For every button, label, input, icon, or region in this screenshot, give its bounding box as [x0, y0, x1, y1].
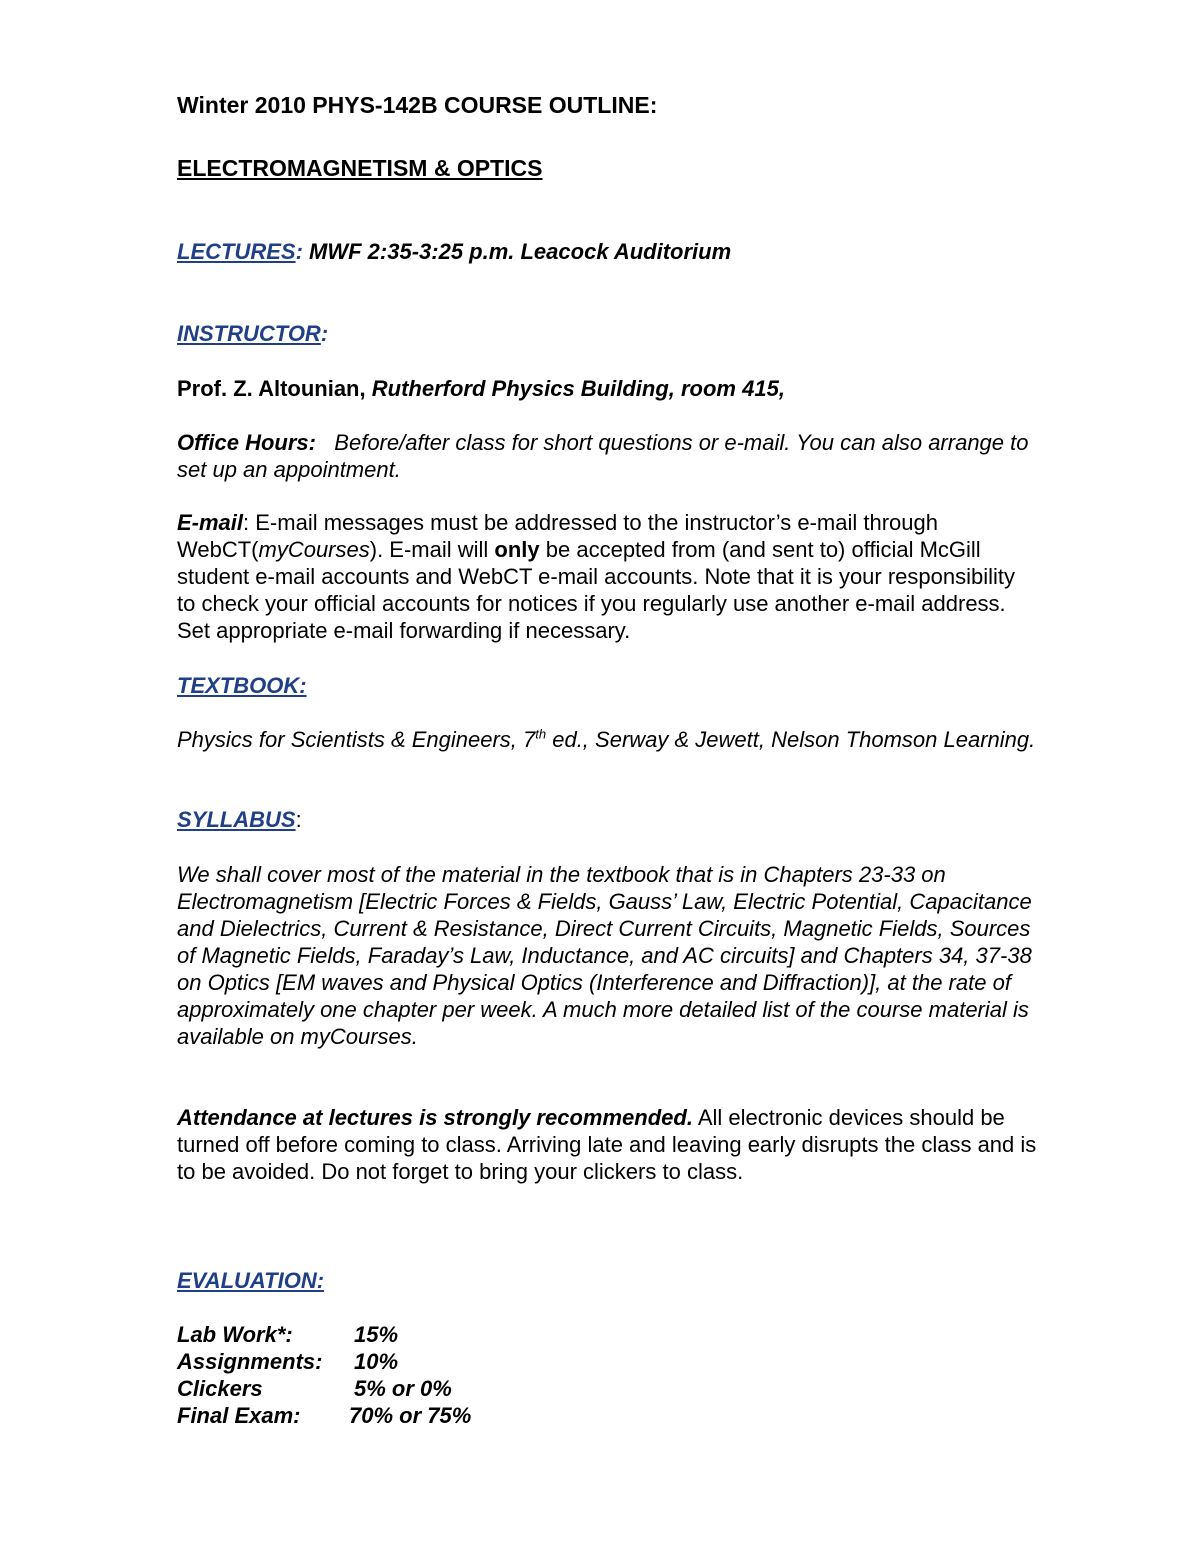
- evaluation-heading-block: [177, 1267, 1037, 1294]
- evaluation-item: Lab Work*:: [177, 1322, 293, 1347]
- instructor-location: Rutherford Physics Building, room 415,: [371, 376, 785, 401]
- syllabus-colon: :: [295, 807, 302, 832]
- evaluation-item: Assignments:: [177, 1349, 323, 1374]
- lectures-section: [177, 238, 1037, 265]
- attendance-text: All electronic devices should be turned off before coming to class. Arriving late and leaving early disrupts the class and is to be avoided. Do not forget to bring your clickers to class.: [177, 1105, 1037, 1184]
- textbook-edition-sup: th: [535, 726, 547, 742]
- attendance-paragraph: [177, 1104, 1037, 1185]
- instructor-details: [177, 375, 1037, 402]
- evaluation-heading: EVALUATION:: [177, 1268, 325, 1293]
- textbook-text-b: ed., Serway & Jewett, Nelson Thomson Learning.: [546, 727, 1036, 752]
- office-hours-paragraph: [177, 429, 1037, 483]
- evaluation-item: Clickers: [177, 1376, 263, 1401]
- textbook-heading: TEXTBOOK:: [177, 673, 307, 698]
- evaluation-value: 5% or 0%: [354, 1376, 452, 1401]
- email-text-c: be accepted from (and sent to) official McGill student e-mail accounts and WebCT e-mail accounts. Note that it is your responsibility to check your official accounts for notices if you regularly use another e-mail address. Set appropriate e-mail forwarding if necessary.: [177, 537, 1016, 643]
- email-text-a: : E-mail messages must be addressed to the instructor’s e-mail through WebCT(: [177, 510, 938, 562]
- title-line-1: Winter 2010 PHYS-142B COURSE OUTLINE:: [177, 92, 658, 118]
- evaluation-value: 15%: [354, 1322, 399, 1347]
- email-only: only: [494, 537, 540, 562]
- lectures-colon: :: [295, 239, 303, 264]
- instructor-heading-block: [177, 320, 1037, 347]
- lectures-heading: LECTURES: [177, 239, 296, 264]
- syllabus-paragraph: We shall cover most of the material in the textbook that is in Chapters 23-33 on Electromagnetism [Electric Forces & Fields, Gauss’ Law, Electric Potential, Capacitance and Dielectrics, Current & Resistance, Direct Current Circuits, Magnetic Fields, Sources of Magnetic Fields, Faraday’s Law, Inductance, and AC circuits] and Chapters 34, 37-38 on Optics [EM waves and Physical Optics (Interference and Diffraction)], at the rate of approximately one chapter per week. A much more detailed list of the course material is available on myCourses.: [177, 862, 1032, 1049]
- syllabus-heading-block: [177, 806, 1037, 833]
- email-text-b: ). E-mail will: [369, 537, 495, 562]
- evaluation-item: Final Exam:: [177, 1403, 301, 1428]
- office-hours-text: Before/after class for short questions or e-mail. You can also arrange to set up an appointment.: [177, 430, 1029, 482]
- textbook-heading-block: [177, 672, 1037, 699]
- syllabus-heading: SYLLABUS: [177, 807, 296, 832]
- textbook-paragraph: [177, 726, 1037, 753]
- textbook-text-a: Physics for Scientists & Engineers, 7: [177, 727, 536, 752]
- title-line-2: ELECTROMAGNETISM & OPTICS: [177, 155, 543, 181]
- office-hours-label: Office Hours:: [177, 430, 316, 455]
- mycourses-text: myCourses: [258, 537, 370, 562]
- email-label: E-mail: [177, 510, 244, 535]
- evaluation-value: 10%: [354, 1349, 399, 1374]
- email-paragraph: [177, 509, 1037, 644]
- instructor-heading: INSTRUCTOR: [177, 321, 321, 346]
- evaluation-value: 70% or 75%: [349, 1403, 472, 1428]
- lectures-info: MWF 2:35-3:25 p.m. Leacock Auditorium: [309, 239, 732, 264]
- attendance-bold: Attendance at lectures is strongly recommended.: [177, 1105, 693, 1130]
- instructor-colon: :: [320, 321, 329, 346]
- instructor-name: Prof. Z. Altounian,: [177, 376, 366, 401]
